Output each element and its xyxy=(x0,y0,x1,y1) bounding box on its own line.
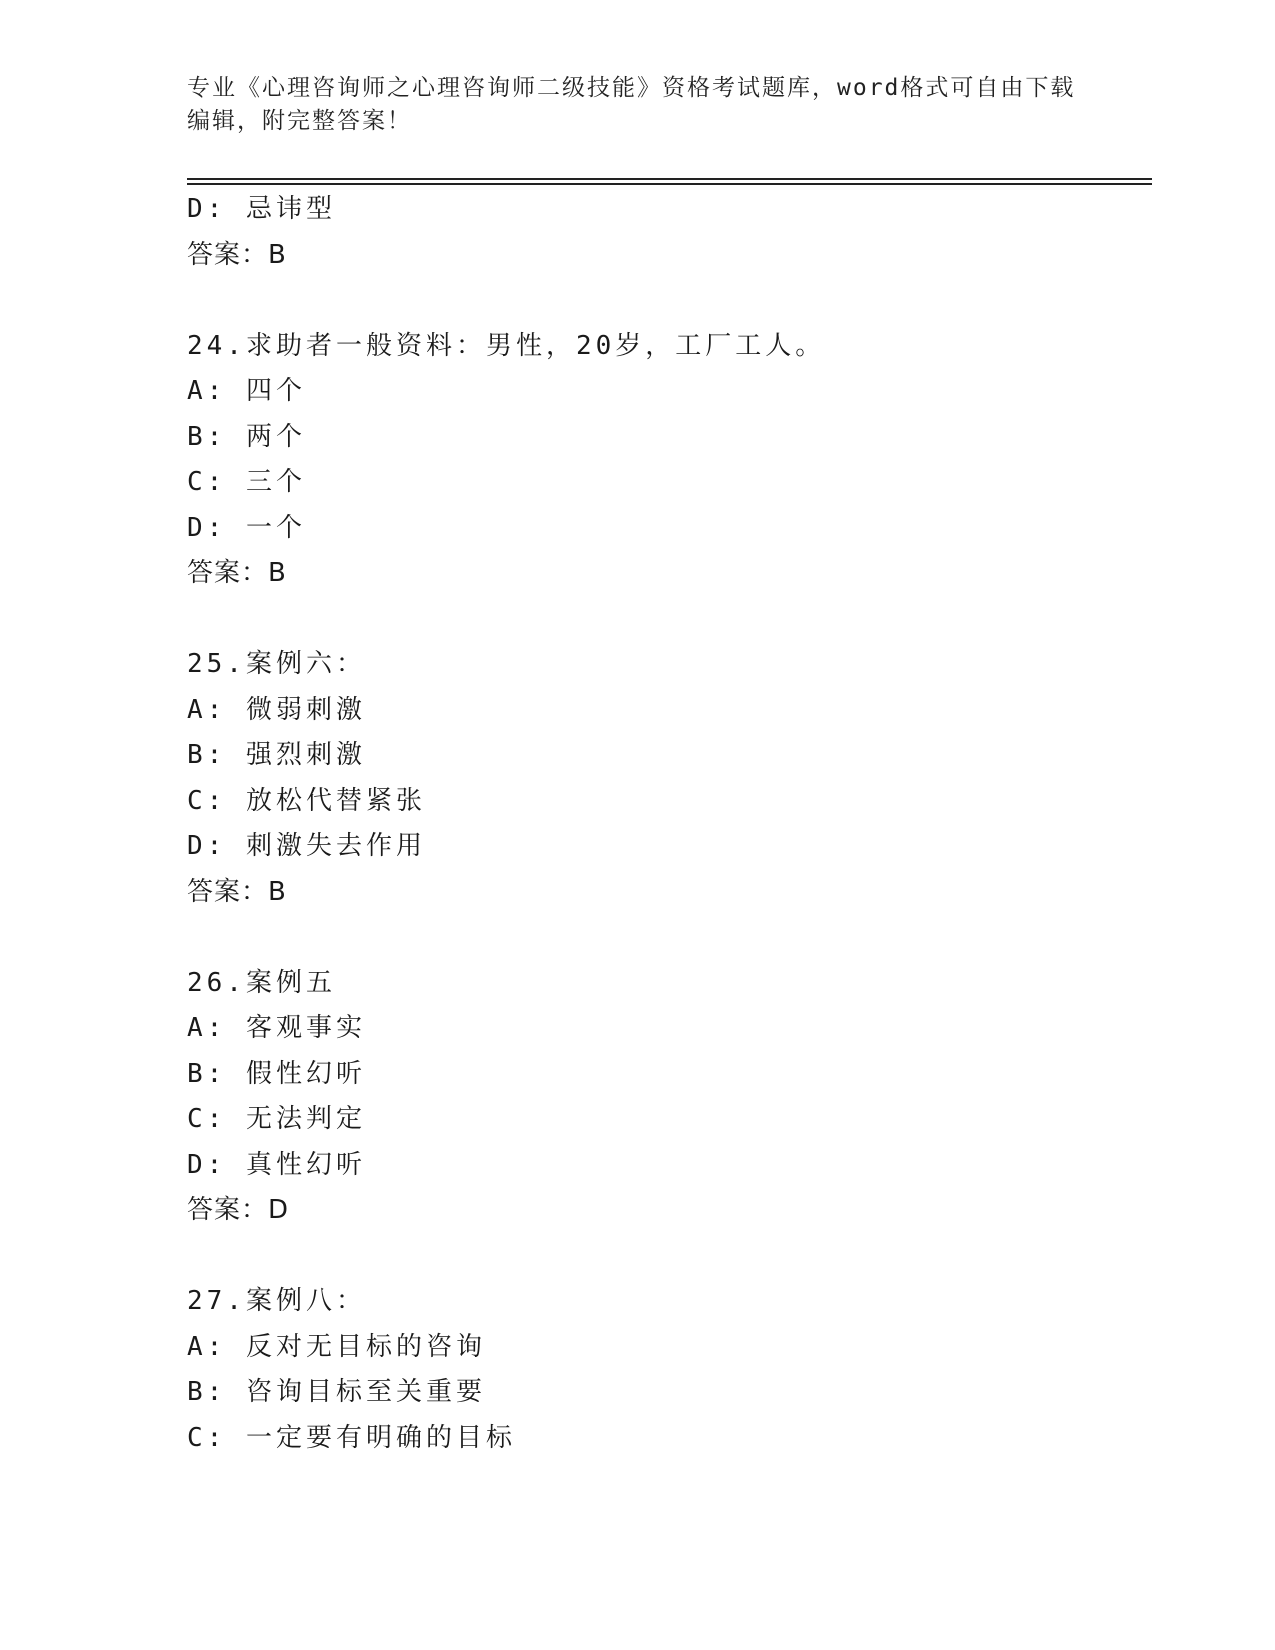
spacer xyxy=(187,597,1147,643)
answer-option: C: 三个 xyxy=(187,467,306,497)
answer-option: A: 微弱刺激 xyxy=(187,694,366,725)
answer-option: A: 反对无目标的咨询 xyxy=(187,1331,486,1362)
answer-option: D: 一个 xyxy=(187,512,306,543)
question-stem: 27.案例八： xyxy=(187,1286,366,1316)
answer-option: D: 刺激失去作用 xyxy=(187,831,426,861)
spacer xyxy=(187,915,1147,961)
document-header xyxy=(187,72,1087,138)
answer-option: A: 四个 xyxy=(187,376,306,406)
question-stem: 24.求助者一般资料：男性，20岁，工厂工人。 xyxy=(187,330,826,361)
spacer xyxy=(187,278,1147,324)
answer-option: B: 假性幻听 xyxy=(187,1058,366,1089)
answer-line: 答案：D xyxy=(187,1195,290,1225)
question-stem: 25.案例六： xyxy=(187,649,366,679)
header-line-2: 编辑，附完整答案！ xyxy=(187,108,412,134)
question-list xyxy=(187,187,1147,1461)
header-line-1: 专业《心理咨询师之心理咨询师二级技能》资格考试题库，word格式可自由下载 xyxy=(187,75,1076,101)
answer-option: B: 咨询目标至关重要 xyxy=(187,1377,486,1407)
answer-option: C: 放松代替紧张 xyxy=(187,785,426,816)
answer-option: C: 无法判定 xyxy=(187,1104,366,1134)
header-divider-bottom xyxy=(187,183,1152,185)
answer-option: B: 强烈刺激 xyxy=(187,740,366,770)
answer-line: 答案：B xyxy=(187,876,287,907)
answer-option: D: 真性幻听 xyxy=(187,1149,366,1180)
header-divider-top xyxy=(187,178,1152,180)
answer-option: C: 一定要有明确的目标 xyxy=(187,1422,516,1453)
answer-line: 答案：B xyxy=(187,239,287,270)
answer-option: D: 忌讳型 xyxy=(187,194,336,224)
answer-option: A: 客观事实 xyxy=(187,1013,366,1043)
answer-line: 答案：B xyxy=(187,558,287,588)
spacer xyxy=(187,1234,1147,1280)
question-stem: 26.案例五 xyxy=(187,967,336,998)
answer-option: B: 两个 xyxy=(187,421,306,452)
